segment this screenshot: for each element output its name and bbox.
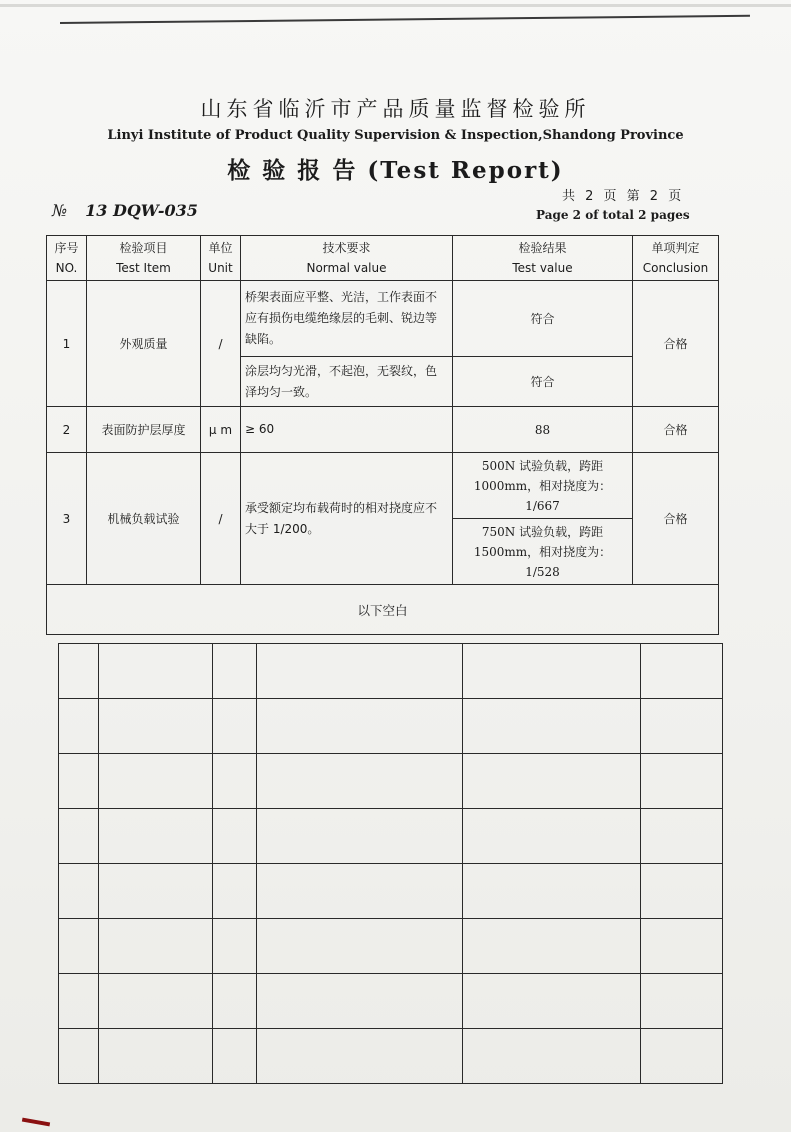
empty-row	[59, 919, 723, 974]
row1-no: 1	[47, 281, 87, 407]
row3-requirement: 承受额定均布载荷时的相对挠度应不大于 1/200。	[241, 453, 453, 585]
table-row	[47, 407, 719, 453]
report-number	[52, 201, 198, 220]
row3-no: 3	[47, 453, 87, 585]
header-test-value: 检验结果 Test value	[453, 236, 633, 281]
header-test-item: 检验项目 Test Item	[87, 236, 201, 281]
header-conclusion: 单项判定 Conclusion	[633, 236, 719, 281]
empty-row	[59, 699, 723, 754]
empty-row	[59, 1029, 723, 1084]
scan-edge	[0, 4, 791, 7]
empty-row	[59, 864, 723, 919]
table-header-row	[47, 236, 719, 281]
row3-conclusion: 合格	[633, 453, 719, 585]
header-no: 序号 NO.	[47, 236, 87, 281]
institute-name-en: Linyi Institute of Product Quality Supervision & Inspection,Shandong Province	[107, 128, 684, 143]
table-row	[47, 281, 719, 357]
row1-conclusion: 合格	[633, 281, 719, 407]
empty-row	[59, 644, 723, 699]
row3-result-b: 750N 试验负载，跨距1500mm，相对挠度为：1/528	[453, 519, 633, 585]
row3-result-a: 500N 试验负载，跨距1000mm，相对挠度为：1/667	[453, 453, 633, 519]
header-unit: 单位 Unit	[201, 236, 241, 281]
empty-row	[59, 809, 723, 864]
row2-unit: μ m	[201, 407, 241, 453]
table-row	[47, 453, 719, 519]
row1-requirement-a: 桥架表面应平整、光洁，工作表面不应有损伤电缆绝缘层的毛刺、锐边等缺陷。	[241, 281, 453, 357]
institute-name-cn: 山东省临沂市产品质量监督检验所	[200, 97, 591, 121]
row2-item: 表面防护层厚度	[87, 407, 201, 453]
row3-item: 机械负载试验	[87, 453, 201, 585]
row1-requirement-b: 涂层均匀光滑，不起泡，无裂纹，色泽均匀一致。	[241, 357, 453, 407]
row2-result: 88	[453, 407, 633, 453]
blank-note-row	[47, 585, 719, 635]
report-number-value: 13 DQW-035	[85, 201, 198, 220]
row2-requirement: ≥ 60	[241, 407, 453, 453]
test-results-table	[46, 235, 719, 635]
empty-row	[59, 754, 723, 809]
header-normal-value: 技术要求 Normal value	[241, 236, 453, 281]
page-count-cn: 共 2 页 第 2 页	[562, 189, 685, 204]
row2-no: 2	[47, 407, 87, 453]
number-symbol: №	[52, 201, 68, 220]
blank-note: 以下空白	[47, 585, 719, 635]
page-count-en: Page 2 of total 2 pages	[536, 208, 690, 222]
empty-row	[59, 974, 723, 1029]
row3-unit: /	[201, 453, 241, 585]
row1-result-b: 符合	[453, 357, 633, 407]
empty-rows-table	[58, 643, 723, 1084]
row1-unit: /	[201, 281, 241, 407]
row1-result-a: 符合	[453, 281, 633, 357]
header-rule	[60, 15, 750, 24]
row2-conclusion: 合格	[633, 407, 719, 453]
report-title: 检 验 报 告 (Test Report)	[227, 157, 564, 184]
scan-artifact	[22, 1118, 50, 1127]
row1-item: 外观质量	[87, 281, 201, 407]
